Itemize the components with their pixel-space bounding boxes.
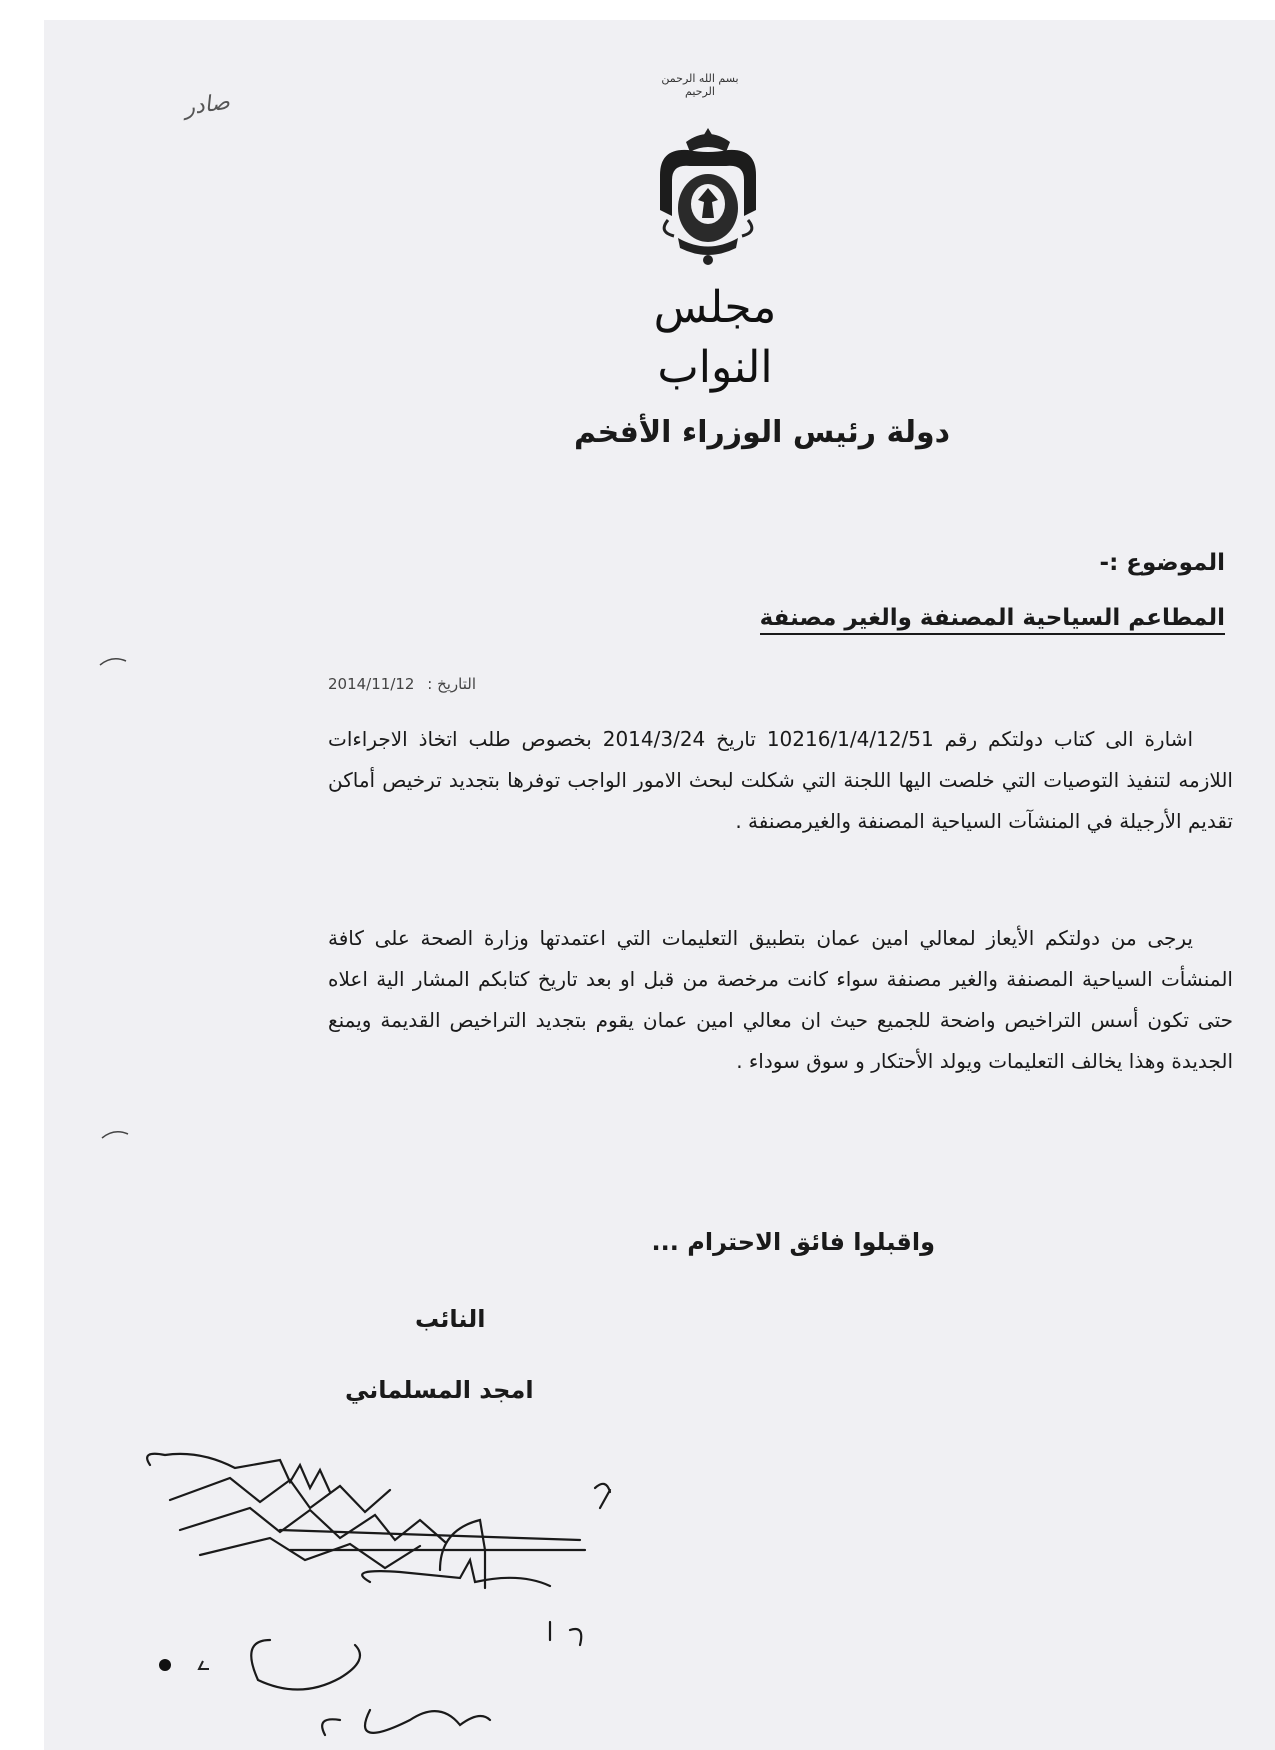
handwritten-signature (140, 1420, 680, 1740)
sender-title: النائب (415, 1305, 486, 1333)
addressee-heading: دولة رئيس الوزراء الأفخم (574, 415, 950, 450)
sender-name: امجد المسلماني (345, 1376, 534, 1404)
council-name-logo: مجلس النواب (653, 282, 777, 393)
body-paragraph-1: اشارة الى كتاب دولتكم رقم 10216/1/4/12/51 تاريخ 2014/3/24 بخصوص طلب اتخاذ الاجراءات اللازمه لتنفيذ التوصيات التي خلصت اليها اللجنة التي شكلت لبحث الامور الواجب توفرها بتجديد ترخيص أماكن تقديم الأرجيلة في المنشآت السياحية المصنفة والغيرمصنفة . (328, 727, 1233, 833)
ink-dot (155, 1655, 215, 1675)
subject-label: الموضوع :- (1099, 550, 1225, 576)
closing-line: واقبلوا فائق الاحترام ... (651, 1228, 935, 1256)
date-line (328, 675, 476, 693)
date-label: التاريخ : (427, 675, 477, 693)
date-value: 2014/11/12 (328, 675, 415, 693)
scan-mark (98, 655, 128, 669)
basmala: بسم الله الرحمن الرحيم (661, 72, 739, 98)
subject-text: المطاعم السياحية المصنفة والغير مصنفة (760, 605, 1225, 635)
body-paragraph-2: يرجى من دولتكم الأيعاز لمعالي امين عمان بتطبيق التعليمات التي اعتمدتها وزارة الصحة على كافة المنشأت السياحية المصنفة والغير مصنفة سواء كانت مرخصة من قبل او بعد تاريخ كتابكم المشار الية اعلاه حتى تكون أسس التراخيص واضحة للجميع حيث ان معالي امين عمان يقوم بتجديد التراخيص القديمة ويمنع الجديدة وهذا يخالف التعليمات ويولد الأحتكار و سوق سوداء . (328, 926, 1233, 1073)
coat-of-arms-emblem (648, 120, 768, 270)
scan-mark (100, 1128, 130, 1142)
handwritten-margin-note: صادر (182, 89, 232, 121)
